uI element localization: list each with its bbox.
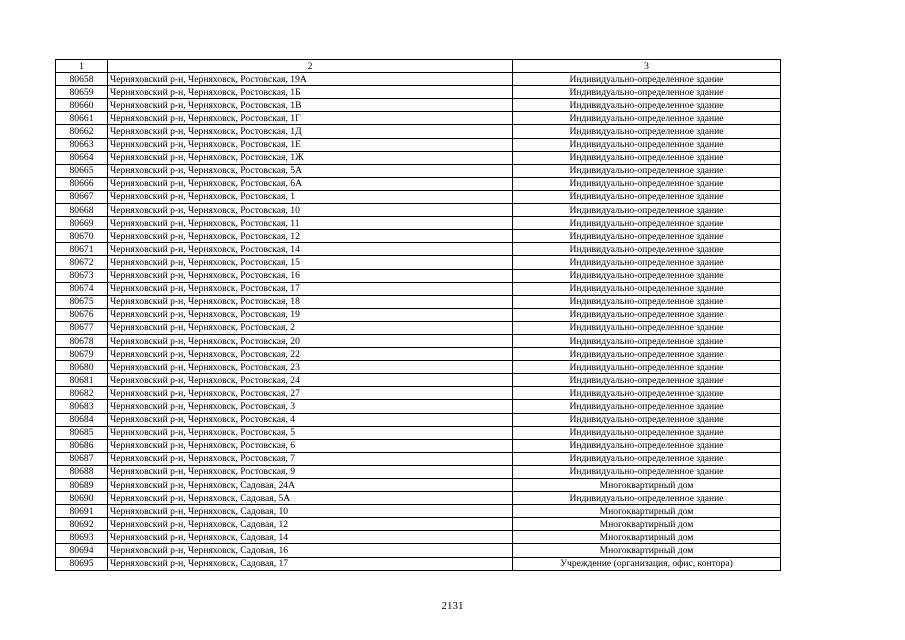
table-row	[56, 361, 781, 374]
building-type-cell: Индивидуально-определенное здание	[513, 282, 781, 295]
table-row	[56, 138, 781, 151]
building-type-cell: Индивидуально-определенное здание	[513, 204, 781, 217]
table-row	[56, 439, 781, 452]
address-cell: Черняховский р-н, Черняховск, Ростовская, 1В	[108, 99, 513, 112]
table-row	[56, 217, 781, 230]
building-type-cell: Индивидуально-определенное здание	[513, 151, 781, 164]
address-cell: Черняховский р-н, Черняховск, Ростовская, 10	[108, 204, 513, 217]
address-cell: Черняховский р-н, Черняховск, Ростовская, 20	[108, 334, 513, 347]
table-row	[56, 295, 781, 308]
building-type-cell: Индивидуально-определенное здание	[513, 99, 781, 112]
row-number-cell: 80670	[56, 230, 108, 243]
table-row	[56, 230, 781, 243]
address-cell: Черняховский р-н, Черняховск, Садовая, 12	[108, 518, 513, 531]
row-number-cell: 80677	[56, 321, 108, 334]
table-row	[56, 282, 781, 295]
address-cell: Черняховский р-н, Черняховск, Ростовская, 5А	[108, 164, 513, 177]
row-number-cell: 80687	[56, 452, 108, 465]
table-row	[56, 73, 781, 86]
address-cell: Черняховский р-н, Черняховск, Ростовская, 2	[108, 321, 513, 334]
row-number-cell: 80669	[56, 217, 108, 230]
row-number-cell: 80661	[56, 112, 108, 125]
address-cell: Черняховский р-н, Черняховск, Ростовская, 1Б	[108, 86, 513, 99]
table-row	[56, 177, 781, 190]
address-cell: Черняховский р-н, Черняховск, Ростовская, 9	[108, 465, 513, 478]
table-row	[56, 531, 781, 544]
building-type-cell: Индивидуально-определенное здание	[513, 269, 781, 282]
table-row	[56, 348, 781, 361]
row-number-cell: 80680	[56, 361, 108, 374]
address-cell: Черняховский р-н, Черняховск, Ростовская, 5	[108, 426, 513, 439]
address-table	[55, 59, 781, 571]
building-type-cell: Индивидуально-определенное здание	[513, 387, 781, 400]
row-number-cell: 80678	[56, 334, 108, 347]
row-number-cell: 80685	[56, 426, 108, 439]
table-row	[56, 243, 781, 256]
building-type-cell: Индивидуально-определенное здание	[513, 348, 781, 361]
row-number-cell: 80693	[56, 531, 108, 544]
header-cell-1: 1	[56, 60, 108, 73]
row-number-cell: 80681	[56, 374, 108, 387]
address-cell: Черняховский р-н, Черняховск, Садовая, 17	[108, 557, 513, 570]
building-type-cell: Индивидуально-определенное здание	[513, 112, 781, 125]
building-type-cell: Индивидуально-определенное здание	[513, 321, 781, 334]
building-type-cell: Индивидуально-определенное здание	[513, 164, 781, 177]
table-row	[56, 400, 781, 413]
header-cell-2: 2	[108, 60, 513, 73]
row-number-cell: 80689	[56, 479, 108, 492]
address-cell: Черняховский р-н, Черняховск, Ростовская, 1Д	[108, 125, 513, 138]
table-row	[56, 374, 781, 387]
table-row	[56, 125, 781, 138]
row-number-cell: 80671	[56, 243, 108, 256]
building-type-cell: Многоквартирный дом	[513, 518, 781, 531]
building-type-cell: Индивидуально-определенное здание	[513, 413, 781, 426]
address-cell: Черняховский р-н, Черняховск, Садовая, 14	[108, 531, 513, 544]
row-number-cell: 80690	[56, 492, 108, 505]
table-row	[56, 308, 781, 321]
address-cell: Черняховский р-н, Черняховск, Садовая, 16	[108, 544, 513, 557]
building-type-cell: Индивидуально-определенное здание	[513, 452, 781, 465]
row-number-cell: 80672	[56, 256, 108, 269]
address-cell: Черняховский р-н, Черняховск, Ростовская, 24	[108, 374, 513, 387]
table-row	[56, 465, 781, 478]
table-row	[56, 86, 781, 99]
building-type-cell: Индивидуально-определенное здание	[513, 400, 781, 413]
row-number-cell: 80664	[56, 151, 108, 164]
table-row	[56, 479, 781, 492]
address-cell: Черняховский р-н, Черняховск, Ростовская, 19А	[108, 73, 513, 86]
address-cell: Черняховский р-н, Черняховск, Ростовская, 22	[108, 348, 513, 361]
address-cell: Черняховский р-н, Черняховск, Садовая, 5А	[108, 492, 513, 505]
building-type-cell: Индивидуально-определенное здание	[513, 125, 781, 138]
table-row	[56, 426, 781, 439]
address-cell: Черняховский р-н, Черняховск, Ростовская, 1	[108, 190, 513, 203]
building-type-cell: Индивидуально-определенное здание	[513, 426, 781, 439]
address-cell: Черняховский р-н, Черняховск, Ростовская, 19	[108, 308, 513, 321]
row-number-cell: 80658	[56, 73, 108, 86]
row-number-cell: 80684	[56, 413, 108, 426]
table-body	[56, 73, 781, 571]
address-cell: Черняховский р-н, Черняховск, Ростовская, 6	[108, 439, 513, 452]
row-number-cell: 80679	[56, 348, 108, 361]
building-type-cell: Индивидуально-определенное здание	[513, 138, 781, 151]
row-number-cell: 80666	[56, 177, 108, 190]
row-number-cell: 80667	[56, 190, 108, 203]
table-row	[56, 151, 781, 164]
building-type-cell: Индивидуально-определенное здание	[513, 308, 781, 321]
row-number-cell: 80683	[56, 400, 108, 413]
address-cell: Черняховский р-н, Черняховск, Ростовская, 23	[108, 361, 513, 374]
row-number-cell: 80688	[56, 465, 108, 478]
table-row	[56, 557, 781, 570]
building-type-cell: Индивидуально-определенное здание	[513, 217, 781, 230]
address-cell: Черняховский р-н, Черняховск, Ростовская, 1Е	[108, 138, 513, 151]
building-type-cell: Учреждение (организация, офис, контора)	[513, 557, 781, 570]
page-number: 2131	[441, 600, 464, 612]
row-number-cell: 80686	[56, 439, 108, 452]
row-number-cell: 80660	[56, 99, 108, 112]
building-type-cell: Многоквартирный дом	[513, 544, 781, 557]
row-number-cell: 80674	[56, 282, 108, 295]
building-type-cell: Многоквартирный дом	[513, 479, 781, 492]
row-number-cell: 80676	[56, 308, 108, 321]
building-type-cell: Индивидуально-определенное здание	[513, 439, 781, 452]
row-number-cell: 80691	[56, 505, 108, 518]
row-number-cell: 80673	[56, 269, 108, 282]
row-number-cell: 80675	[56, 295, 108, 308]
table-row	[56, 413, 781, 426]
building-type-cell: Индивидуально-определенное здание	[513, 374, 781, 387]
table-row	[56, 99, 781, 112]
address-cell: Черняховский р-н, Черняховск, Ростовская, 15	[108, 256, 513, 269]
table-row	[56, 190, 781, 203]
building-type-cell: Индивидуально-определенное здание	[513, 361, 781, 374]
building-type-cell: Индивидуально-определенное здание	[513, 243, 781, 256]
table-row	[56, 334, 781, 347]
table-row	[56, 256, 781, 269]
building-type-cell: Индивидуально-определенное здание	[513, 256, 781, 269]
row-number-cell: 80662	[56, 125, 108, 138]
row-number-cell: 80665	[56, 164, 108, 177]
building-type-cell: Индивидуально-определенное здание	[513, 465, 781, 478]
address-cell: Черняховский р-н, Черняховск, Ростовская, 7	[108, 452, 513, 465]
row-number-cell: 80682	[56, 387, 108, 400]
table-row	[56, 321, 781, 334]
address-cell: Черняховский р-н, Черняховск, Ростовская, 14	[108, 243, 513, 256]
address-cell: Черняховский р-н, Черняховск, Садовая, 24А	[108, 479, 513, 492]
building-type-cell: Многоквартирный дом	[513, 505, 781, 518]
building-type-cell: Индивидуально-определенное здание	[513, 190, 781, 203]
address-cell: Черняховский р-н, Черняховск, Ростовская, 4	[108, 413, 513, 426]
address-cell: Черняховский р-н, Черняховск, Ростовская, 1Г	[108, 112, 513, 125]
address-cell: Черняховский р-н, Черняховск, Ростовская, 27	[108, 387, 513, 400]
building-type-cell: Индивидуально-определенное здание	[513, 492, 781, 505]
building-type-cell: Индивидуально-определенное здание	[513, 295, 781, 308]
address-cell: Черняховский р-н, Черняховск, Ростовская, 17	[108, 282, 513, 295]
row-number-cell: 80692	[56, 518, 108, 531]
table-header-row	[56, 60, 781, 73]
table-row	[56, 505, 781, 518]
building-type-cell: Индивидуально-определенное здание	[513, 86, 781, 99]
row-number-cell: 80663	[56, 138, 108, 151]
building-type-cell: Многоквартирный дом	[513, 531, 781, 544]
header-cell-3: 3	[513, 60, 781, 73]
address-cell: Черняховский р-н, Черняховск, Ростовская, 3	[108, 400, 513, 413]
table-row	[56, 492, 781, 505]
address-cell: Черняховский р-н, Черняховск, Ростовская, 11	[108, 217, 513, 230]
address-cell: Черняховский р-н, Черняховск, Ростовская, 12	[108, 230, 513, 243]
row-number-cell: 80694	[56, 544, 108, 557]
table-row	[56, 269, 781, 282]
table-row	[56, 387, 781, 400]
building-type-cell: Индивидуально-определенное здание	[513, 177, 781, 190]
row-number-cell: 80695	[56, 557, 108, 570]
table-row	[56, 204, 781, 217]
table-row	[56, 452, 781, 465]
table-row	[56, 112, 781, 125]
table-row	[56, 164, 781, 177]
building-type-cell: Индивидуально-определенное здание	[513, 73, 781, 86]
table-row	[56, 544, 781, 557]
row-number-cell: 80659	[56, 86, 108, 99]
address-cell: Черняховский р-н, Черняховск, Ростовская, 16	[108, 269, 513, 282]
building-type-cell: Индивидуально-определенное здание	[513, 230, 781, 243]
building-type-cell: Индивидуально-определенное здание	[513, 334, 781, 347]
row-number-cell: 80668	[56, 204, 108, 217]
address-cell: Черняховский р-н, Черняховск, Ростовская, 6А	[108, 177, 513, 190]
address-cell: Черняховский р-н, Черняховск, Садовая, 10	[108, 505, 513, 518]
address-cell: Черняховский р-н, Черняховск, Ростовская, 1Ж	[108, 151, 513, 164]
address-cell: Черняховский р-н, Черняховск, Ростовская, 18	[108, 295, 513, 308]
table-row	[56, 518, 781, 531]
